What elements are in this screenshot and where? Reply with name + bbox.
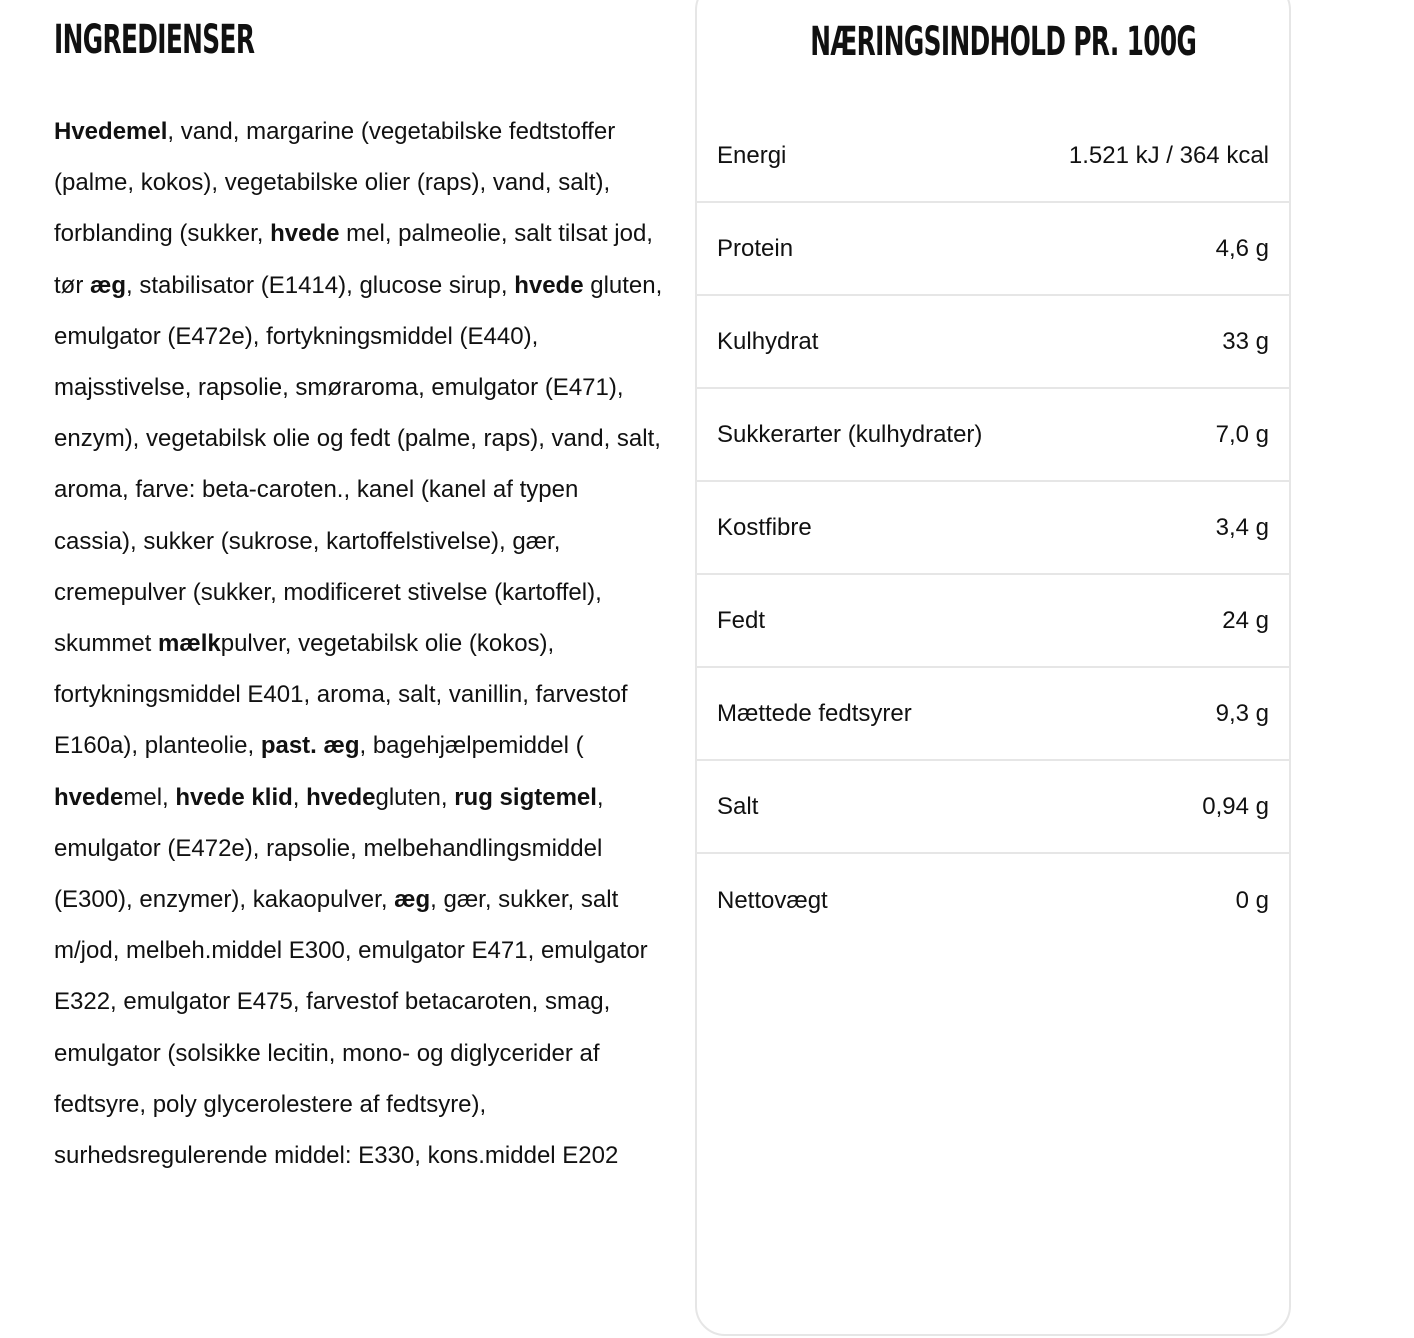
- nutrition-label: Energi: [717, 141, 787, 169]
- ingredient-segment: hvede: [54, 783, 124, 811]
- nutrition-value: 33 g: [1222, 327, 1269, 355]
- ingredient-segment: ,: [292, 783, 307, 811]
- nutrition-value: 3,4 g: [1215, 513, 1269, 541]
- nutrition-value: 1.521 kJ / 364 kcal: [1068, 141, 1269, 169]
- nutrition-table: [697, 110, 1289, 947]
- nutrition-label: Sukkerarter (kulhydrater): [717, 420, 983, 448]
- ingredient-segment: æg: [90, 271, 126, 299]
- nutrition-row-fedt: [697, 575, 1289, 668]
- nutrition-panel: [695, 0, 1291, 1336]
- ingredient-segment: mel,: [123, 783, 176, 811]
- nutrition-row-kostfibre: [697, 482, 1289, 575]
- ingredient-segment: gluten, emulgator (E472e), fortykningsmiddel (E440), majsstivelse, rapsolie, smøraroma, emulgator (E471), enzym), vegetabilsk olie og fedt (palme, raps), vand, salt, aroma, farve: beta-caroten., kanel (kanel af typen cassia), sukker (sukrose, kartoffelstivelse), gær, cremepulver (sukker, modificeret stivelse (kartoffel), skummet: [54, 271, 663, 658]
- nutrition-row-kulhydrat: [697, 296, 1289, 389]
- ingredient-segment: , stabilisator (E1414), glucose sirup,: [126, 271, 515, 299]
- nutrition-row-sukkerarter: [697, 389, 1289, 482]
- ingredient-segment: mel, palmeolie, salt tilsat jod, tør: [54, 220, 653, 299]
- nutrition-row-nettovaegt: [697, 854, 1289, 947]
- nutrition-label: Salt: [717, 792, 759, 820]
- ingredient-segment: hvede: [306, 783, 376, 811]
- ingredient-segment: , bagehjælpemiddel (: [359, 732, 584, 760]
- nutrition-title: NÆRINGSINDHOLD PR. 100G: [810, 19, 1197, 65]
- ingredient-segment: rug sigtemel: [454, 783, 597, 811]
- ingredient-segment: pulver, vegetabilsk olie (kokos), fortykningsmiddel E401, aroma, salt, vanillin, farvestof E160a), planteolie,: [54, 630, 628, 760]
- nutrition-label: Protein: [717, 234, 794, 262]
- nutrition-value: 0,94 g: [1202, 792, 1269, 820]
- ingredient-segment: , emulgator (E472e), rapsolie, melbehandlingsmiddel (E300), enzymer), kakaopulver,: [54, 783, 604, 914]
- nutrition-row-protein: [697, 203, 1289, 296]
- nutrition-label: Nettovægt: [717, 886, 828, 914]
- nutrition-row-salt: [697, 761, 1289, 854]
- nutrition-label: Fedt: [717, 606, 766, 634]
- ingredients-title: INGREDIENSER: [54, 17, 255, 63]
- nutrition-value: 4,6 g: [1215, 234, 1269, 262]
- nutrition-label: Mættede fedtsyrer: [717, 699, 912, 727]
- ingredient-segment: hvede: [514, 271, 584, 299]
- ingredient-segment: hvede: [270, 220, 340, 248]
- nutrition-row-maettede-fedtsyrer: [697, 668, 1289, 761]
- ingredients-text: [54, 106, 664, 1181]
- nutrition-label: Kostfibre: [717, 513, 812, 541]
- ingredient-segment: , vand, margarine (vegetabilske fedtstoffer (palme, kokos), vegetabilske olier (raps), vand, salt), forblanding (sukker,: [54, 118, 616, 248]
- ingredient-segment: past. æg: [260, 732, 360, 760]
- nutrition-row-energi: [697, 110, 1289, 203]
- nutrition-label: Kulhydrat: [717, 327, 819, 355]
- ingredient-segment: mælk: [158, 630, 221, 658]
- ingredient-segment: , gær, sukker, salt m/jod, melbeh.middel E300, emulgator E471, emulgator E322, emulgator E475, farvestof betacaroten, smag, emulgator (solsikke lecitin, mono- og diglycerider af fedtsyre, poly glycerolestere af fedtsyre), surhedsregulerende middel: E330, kons.middel E202: [54, 886, 648, 1170]
- ingredient-segment: æg: [394, 886, 431, 914]
- nutrition-value: 24 g: [1222, 606, 1269, 634]
- nutrition-value: 9,3 g: [1215, 699, 1269, 727]
- nutrition-value: 7,0 g: [1215, 420, 1269, 448]
- ingredient-segment: hvede klid: [175, 783, 293, 811]
- ingredient-segment: Hvedemel: [54, 118, 168, 145]
- ingredient-segment: gluten,: [375, 783, 455, 811]
- nutrition-value: 0 g: [1235, 886, 1269, 914]
